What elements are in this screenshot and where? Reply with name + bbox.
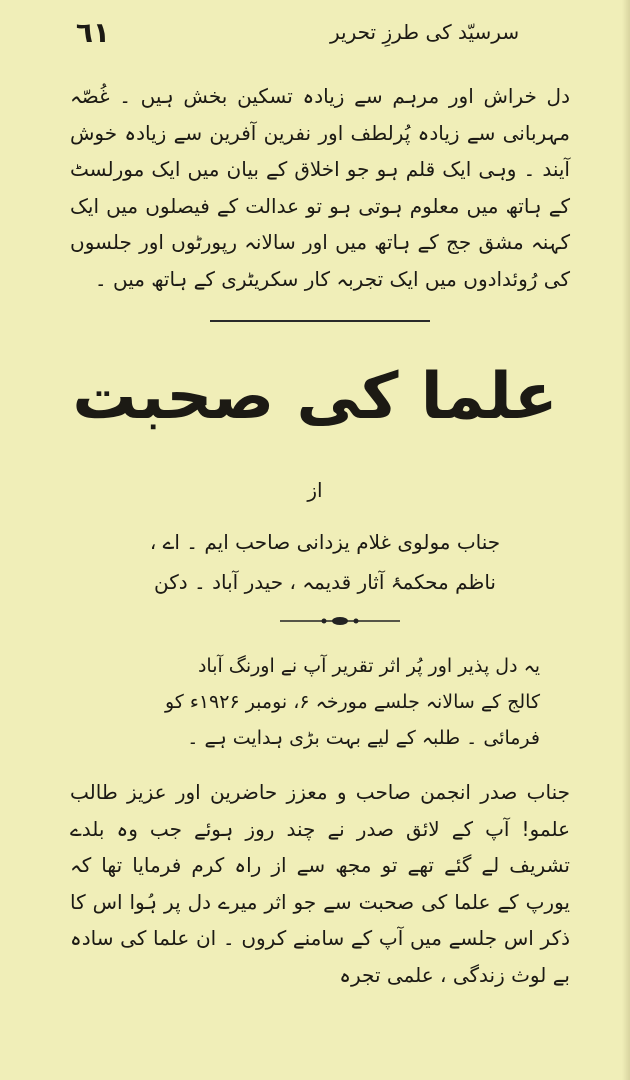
page-number: ٦١ [75,16,110,49]
running-title: سرسیّد کی طرزِ تحریر [330,20,520,44]
author-affiliation: ناظم محکمۂ آثار قدیمہ ، حیدر آباد ۔ دکن [154,570,496,594]
page-edge [622,0,630,1080]
speech-note-line: فرمائی ۔ طلبہ کے لیے بہت بڑی ہدایت ہے ۔ [187,727,540,749]
article-title: علما کی صحبت [72,360,558,434]
by-label: از [307,478,323,502]
speech-note-line: کالج کے سالانہ جلسے مورخہ ۶، نومبر ۱۹۲۶ء کو [164,691,540,713]
ornament-divider [280,610,400,632]
speech-note-line: یہ دل پذیر اور پُر اثر تقریر آپ نے اورنگ آباد [197,655,540,677]
author-line: جناب مولوی غلام یزدانی صاحب ایم ۔ اے ، [149,530,501,554]
body-paragraph: جناب صدر انجمن صاحب و معزز حاضرین اور عزیز طالب علمو! آپ کے لائق صدر نے چند روز ہوئے جب وہ بلدے تشریف لے گئے تھے تو مجھ سے از راہ کرم فرمایا تھا کہ یورپ کے علما کی صحبت سے جو اثر میرے دل پر ہُوا اس کا ذکر اس جلسے میں آپ کے سامنے کروں ۔ ان علما کی سادہ بے لوث زندگی ، علمی تجرہ [70,780,570,987]
intro-paragraph: دل خراش اور مرہم سے زیادہ تسکین بخش ہیں ۔ غُصّہ مہربانی سے زیادہ پُرلطف اور نفرین آفرین سے زیادہ خوش آیند ۔ وہی ایک قلم ہو جو اخلاق کے بیان میں ایک مورلسٹ کے ہاتھ میں معلوم ہوتی ہو تو عدالت کے فیصلوں میں ایک کہنہ مشق جج کے ہاتھ میں اور سالانہ رپورٹوں اور جلسوں کی رُوئدادوں میں ایک تجربہ کار سکریٹری کے ہاتھ میں ۔ [70,84,570,291]
section-divider [210,320,430,322]
page-header [75,14,570,54]
